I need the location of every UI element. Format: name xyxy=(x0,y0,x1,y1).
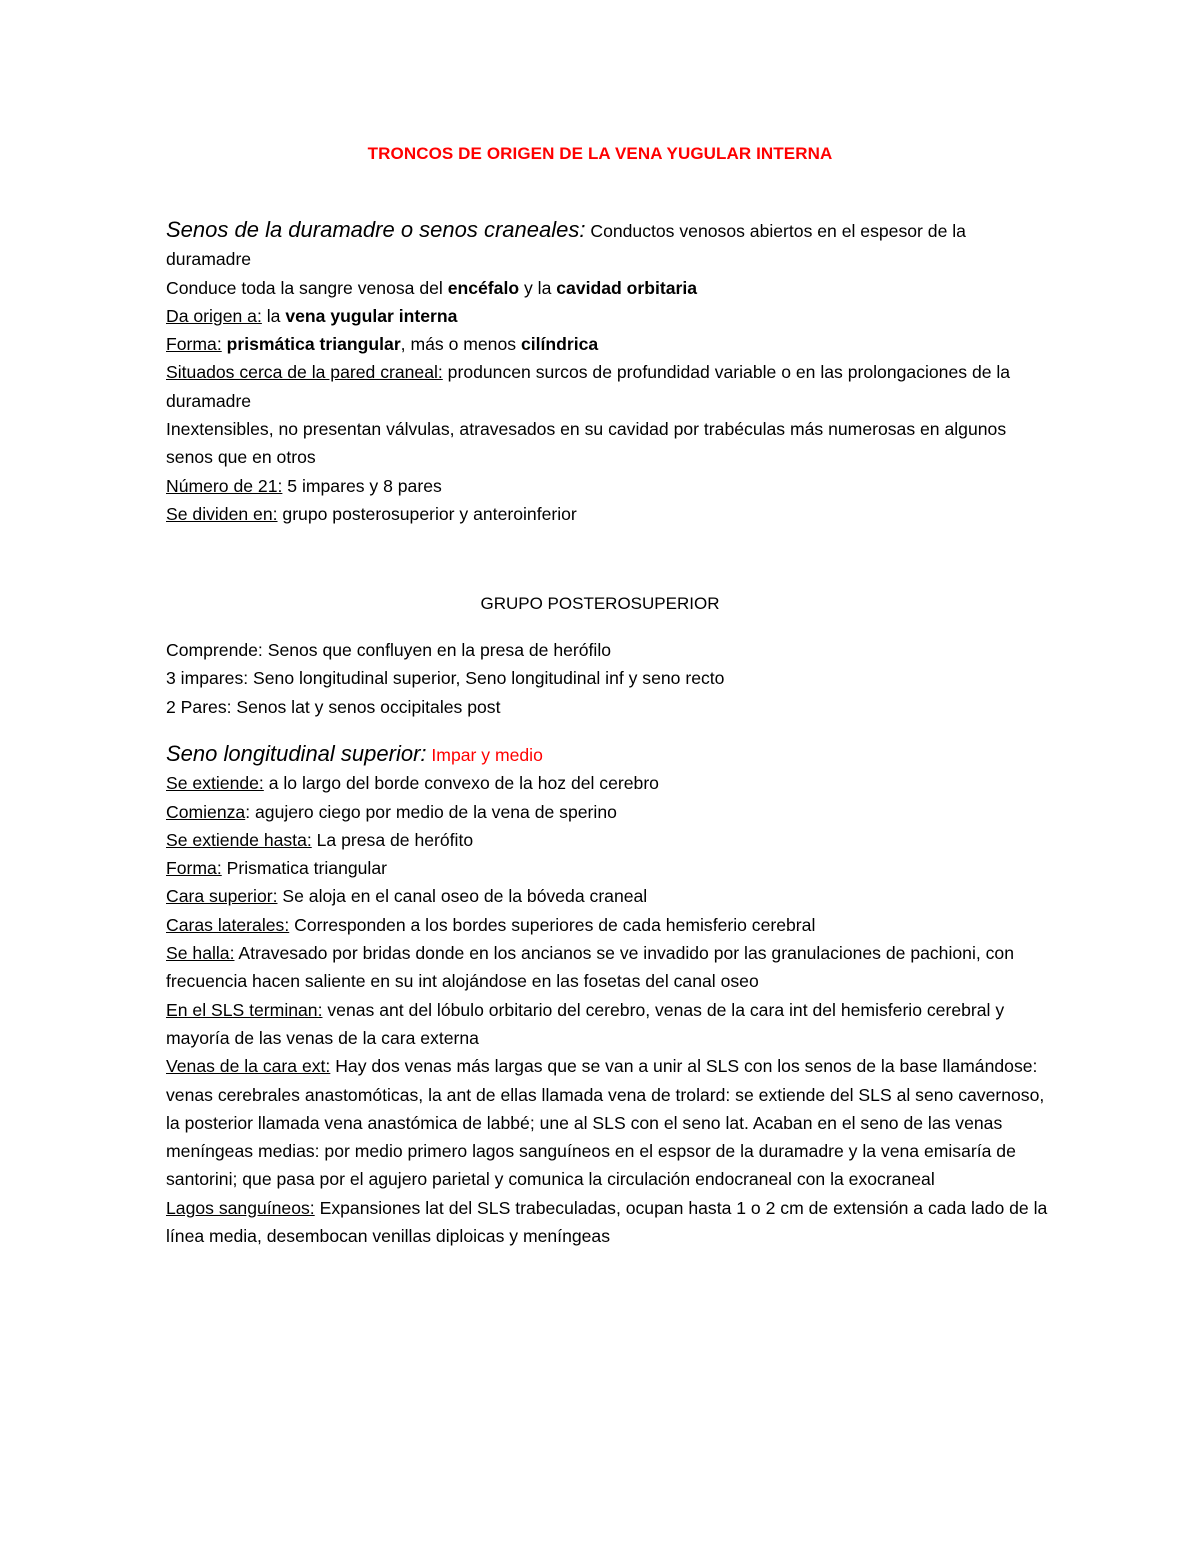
text-run: Atravesado por bridas donde en los ancianos se ve invadido por las granulaciones de pachioni, con frecuencia hacen saliente en su int alojándose en las fosetas del canal oseo xyxy=(166,943,1014,992)
bold-run: prismática triangular xyxy=(226,334,401,355)
underlined-label: Se dividen en: xyxy=(166,503,278,524)
underlined-label: Lagos sanguíneos: xyxy=(166,1197,315,1218)
sls-item xyxy=(166,996,1050,1053)
bold-run: encéfalo xyxy=(447,277,520,298)
intro-line-5: Inextensibles, no presentan válvulas, atravesados en su cavidad por trabéculas más numerosas en algunos senos que en otros xyxy=(166,419,1007,468)
text-run: La presa de herófito xyxy=(311,829,474,850)
sls-heading: Seno longitudinal superior: xyxy=(166,741,427,766)
group-title: GRUPO POSTEROSUPERIOR xyxy=(480,594,720,613)
sls-item xyxy=(166,1052,1050,1193)
document-title: TRONCOS DE ORIGEN DE LA VENA YUGULAR INTERNA xyxy=(367,144,833,163)
text-run: grupo posterosuperior y anteroinferior xyxy=(277,503,577,524)
sls-item xyxy=(166,911,1050,939)
sls-item xyxy=(166,854,1050,882)
underlined-label: Cara superior: xyxy=(166,886,278,907)
group-line-3: 2 Pares: Senos lat y senos occipitales post xyxy=(166,696,501,717)
sls-heading-red: Impar y medio xyxy=(426,745,543,765)
text-run: Se aloja en el canal oseo de la bóveda craneal xyxy=(277,886,648,907)
intro-heading: Senos de la duramadre o senos craneales: xyxy=(166,217,586,242)
sls-item-list xyxy=(166,769,1050,1250)
sls-section xyxy=(166,740,1050,1250)
sls-item xyxy=(166,826,1050,854)
bold-run: cilíndrica xyxy=(520,334,599,355)
text-run: venas ant del lóbulo orbitario del cerebro, venas de la cara int del hemisferio cerebral y mayoría de las venas de la cara externa xyxy=(166,999,1005,1048)
text-run: Conduce toda la sangre venosa del xyxy=(166,277,448,298)
sls-heading-paragraph xyxy=(166,740,1050,769)
underlined-label: Forma: xyxy=(166,334,222,355)
intro-line-4 xyxy=(166,358,1050,415)
text-run: produncen surcos de profundidad variable o en las prolongaciones de la duramadre xyxy=(166,362,1011,411)
underlined-label: Comienza xyxy=(166,801,246,822)
intro-line-7 xyxy=(166,500,1050,528)
underlined-label: Se extiende hasta: xyxy=(166,829,312,850)
group-line-2: 3 impares: Seno longitudinal superior, Seno longitudinal inf y seno recto xyxy=(166,668,725,689)
intro-line-3 xyxy=(166,330,1050,358)
intro-line-6 xyxy=(166,472,1050,500)
underlined-label: Situados cerca de la pared craneal: xyxy=(166,362,443,383)
text-run: , más o menos xyxy=(400,334,521,355)
text-run: : agujero ciego por medio de la vena de sperino xyxy=(245,801,617,822)
underlined-label: Número de 21: xyxy=(166,475,283,496)
intro-heading-paragraph xyxy=(166,216,1050,274)
sls-item xyxy=(166,882,1050,910)
text-run: la xyxy=(261,305,286,326)
sls-item xyxy=(166,769,1050,797)
text-run: Corresponden a los bordes superiores de cada hemisferio cerebral xyxy=(289,914,816,935)
group-section xyxy=(166,636,1050,721)
sls-item xyxy=(166,798,1050,826)
bold-run: vena yugular interna xyxy=(285,305,458,326)
intro-section xyxy=(166,216,1050,528)
bold-run: cavidad orbitaria xyxy=(556,277,698,298)
intro-line-1 xyxy=(166,274,1050,302)
underlined-label: Se halla: xyxy=(166,943,235,964)
underlined-label: Da origen a: xyxy=(166,305,262,326)
underlined-label: Caras laterales: xyxy=(166,914,290,935)
text-run: a lo largo del borde convexo de la hoz del cerebro xyxy=(263,773,659,794)
sls-item xyxy=(166,1194,1050,1251)
text-run: Expansiones lat del SLS trabeculadas, ocupan hasta 1 o 2 cm de extensión a cada lado de la línea media, desembocan venillas diploicas y meníngeas xyxy=(166,1197,1048,1247)
underlined-label: En el SLS terminan: xyxy=(166,999,323,1020)
underlined-label: Venas de la cara ext: xyxy=(166,1056,331,1077)
text-run: y la xyxy=(519,277,557,298)
underlined-label: Forma: xyxy=(166,858,222,879)
text-run: 5 impares y 8 pares xyxy=(282,475,442,496)
intro-heading-text: Conductos venosos abiertos en el espesor de la duramadre xyxy=(166,221,966,270)
text-run: Prismatica triangular xyxy=(221,858,387,879)
text-run: Hay dos venas más largas que se van a unir al SLS con los senos de la base llamándose: venas cerebrales anastomóticas, la ant de ellas llamada vena de trolard: se extiende del SLS al seno cavernoso, la posterior llamada vena anastómica de labbé; une al SLS con el seno lat. Acaban en el seno de las venas meníngeas medias: por medio primero lagos sanguíneos en el espsor de la duramadre y la vena emisaría de santorini; que pasa por el agujero parietal y comunica la circulación endocraneal con la exocraneal xyxy=(166,1056,1045,1190)
group-line-1: Comprende: Senos que confluyen en la presa de herófilo xyxy=(166,640,612,660)
underlined-label: Se extiende: xyxy=(166,773,264,794)
intro-line-2 xyxy=(166,302,1050,330)
sls-item xyxy=(166,939,1050,996)
